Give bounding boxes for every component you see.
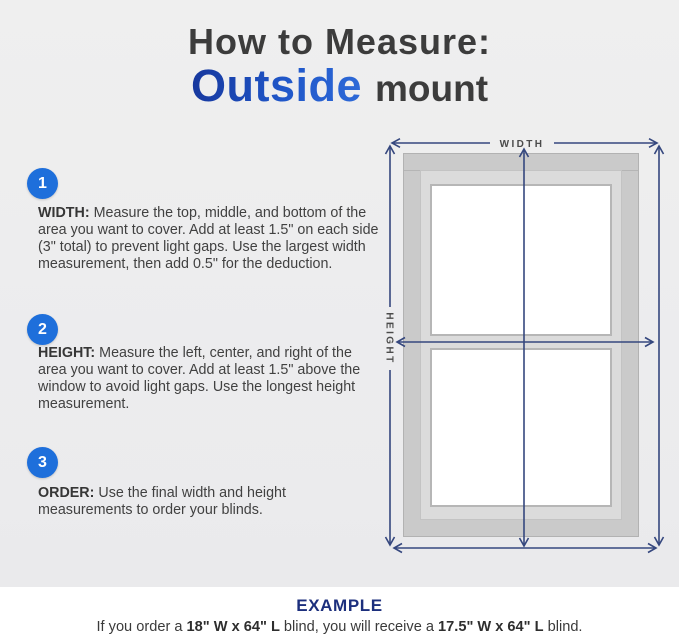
page-title: How to Measure:: [187, 21, 492, 62]
height-label: HEIGHT: [383, 312, 395, 365]
width-label: WIDTH: [499, 138, 545, 150]
window-pane-top: [430, 184, 612, 336]
window-pane-bottom: [430, 348, 612, 507]
step-1-number: 1: [38, 174, 47, 192]
step-2-number: 2: [38, 320, 47, 338]
width-arrow: [392, 139, 657, 148]
step-2-text: [38, 345, 383, 413]
step-2-badge: [27, 314, 58, 345]
example-panel: [0, 587, 679, 644]
subtitle-highlight: Outside: [190, 60, 362, 111]
example-heading: EXAMPLE: [296, 596, 383, 615]
example-received-size: 17.5" W x 64" L: [438, 619, 544, 635]
example-part-3: blind, you will receive a: [279, 619, 439, 635]
example-part-1: If you order a: [96, 619, 187, 635]
window-frame: [403, 153, 639, 537]
window-casing: [420, 170, 622, 520]
step-3-label: ORDER:: [38, 485, 95, 501]
step-3-text: [38, 485, 383, 519]
example-part-5: blind.: [543, 619, 583, 635]
step-1-label: WIDTH:: [38, 205, 90, 221]
step-3-number: 3: [38, 453, 47, 471]
height-arrow: [383, 146, 395, 545]
example-sentence: [0, 619, 679, 635]
step-2-label: HEIGHT:: [38, 345, 96, 361]
step-1-text: [38, 205, 383, 273]
page-subtitle: [0, 60, 679, 111]
step-1-body: Measure the top, middle, and bottom of the area you want to cover. Add at least 1.5" on each side (3" total) to prevent light gaps. Use the largest width measurement, then add 0.5" for the deduction.: [38, 205, 379, 272]
step-1-badge: [27, 168, 58, 199]
subtitle-suffix: mount: [375, 68, 489, 109]
step-3-badge: [27, 447, 58, 478]
step-3-body: Use the final width and height measurements to order your blinds.: [38, 485, 286, 518]
right-measure-arrow: [655, 146, 664, 545]
title-block: [0, 21, 679, 111]
bottom-measure-arrow: [394, 544, 656, 553]
step-2-body: Measure the left, center, and right of the area you want to cover. Add at least 1.5" above the window to avoid light gaps. Use the longest height measurement.: [38, 345, 361, 412]
example-order-size: 18" W x 64" L: [186, 619, 280, 635]
